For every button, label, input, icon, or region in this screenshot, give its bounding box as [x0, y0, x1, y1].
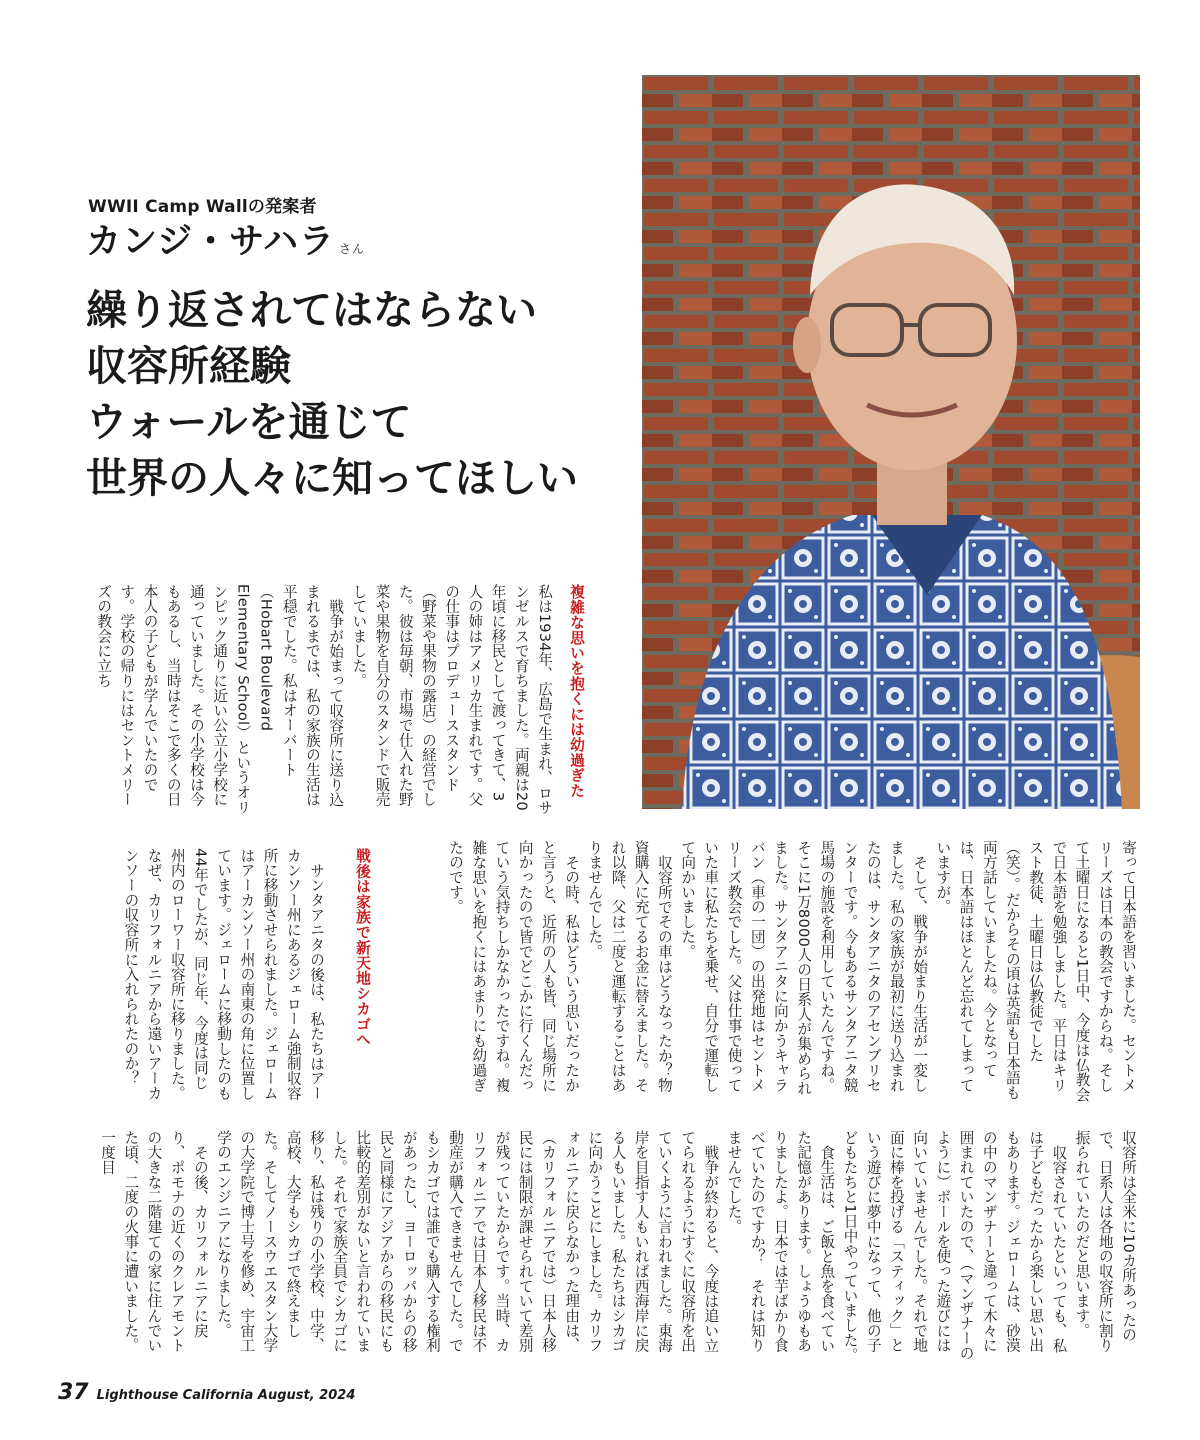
article-body-column	[88, 1130, 1140, 1366]
body-paragraph: 私は1934年、広島で生まれ、ロサンゼルスで育ちました。両親は20年頃に移民として渡ってきて、3人の姉はアメリカ生まれです。父の仕事はプロデューススタンド（野菜や果物の露店）の経営でした。彼は毎朝、市場で仕入れた野菜や果物を自分のスタンドで販売していました。	[350, 584, 553, 816]
portrait-photo	[642, 75, 1140, 809]
page-number: 37	[58, 1380, 89, 1405]
article-body-column	[88, 848, 328, 1104]
person-name-text: カンジ・サハラ	[86, 222, 336, 262]
section-heading: 複雑な思いを抱くには幼過ぎた	[568, 584, 585, 799]
body-paragraph: 収容されていたといっても、私は子どもだったから楽しい思い出もあります。ジェロームは、砂漠の中のマンザナーと違って木々に囲まれていたので、（マンザナーのように）ボールを使った遊びには向いていませんでした。それで地面に棒を投げる「スティック」という遊びに夢中になって、他の子どもたちと1日中やっていました。	[841, 1130, 1068, 1363]
section-heading: 戦後は家族で新天地シカゴへ	[354, 848, 371, 1047]
headline-line: 収容所経験	[86, 342, 291, 390]
article-body-column	[424, 840, 1140, 1104]
publication-name: Lighthouse California August, 2024	[96, 1388, 356, 1403]
body-paragraph: その時、私はどういう思いだったかと言うと、近所の人も皆、同じ場所に向かったので皆でどこかに行くんだっていう気持ちしかなかったですね。複雑な思いを抱くにはあまりにも幼過ぎたのです。	[447, 840, 581, 1093]
body-paragraph: その後、カリフォルニアに戻り、ポモナの近くのクレアモントの大きな二階建ての家に住んでいた頃、二度の火事に遭いました。一度目	[99, 1130, 209, 1353]
article-subtitle: WWII Camp Wallの発案者	[88, 197, 317, 217]
body-paragraph: サンタアニタの後は、私たちはアーカンソー州にあるジェローム強制収容所に移動させられました。ジェロームはアーカンソー州の南東の角に位置しています。ジェロームに移動したのも44年でしたが、同じ年、今度は同じ州内のローワー収容所に移りました。なぜ、カリフォルニアから遠いアーカンソーの収容所に入れられたのか？	[122, 848, 325, 1101]
honorific: さん	[339, 242, 366, 256]
body-paragraph: 食生活は、ご飯と魚を食べていた記憶があります。しょうゆもありましたよ。日本では芋ばかり食べていたのですか？ それは知りませんでした。	[725, 1130, 836, 1353]
person-name	[86, 214, 365, 264]
headline-line: 世界の人々に知ってほしい	[86, 454, 578, 502]
body-paragraph: 収容所は全米に10カ所あったので、日系人は各地の収容所に割り振られていたのだと思います。	[1073, 1130, 1137, 1353]
body-paragraph: 寄って日本語を習いました。セントメリーズは日本の教会ですからね。そして土曜日になると1日中、今度は仏教会で日本語を勉強しました。平日はキリスト教徒、土曜日は仏教徒でした（笑）。だからその頃は英語も日本語も両方話していましたね。今となっては、日本語はほとんど忘れてしまっていますが。	[934, 840, 1137, 1102]
body-paragraph: 戦争が終わると、今度は追い立てられるようにすぐに収容所を出ていくように言われました。東海岸を目指す人もいれば西海岸に戻る人もいました。私たちはシカゴに向かうことにしました。カリフォルニアに戻らなかった理由は、（カリフォルニアでは）日本人移民には制限が課せられていて差別が残っていたからです。当時、カリフォルニアでは日本人移民は不動産が購入できませんでした。でもシカゴでは誰でも購入する権利があったし、ヨーロッパからの移民と同様にアジアからの移民にも比較的差別がないと言われていました。それで家族全員でシカゴに移り、私は残りの小学校、中学、高校、大学もシカゴで終えました。そしてノースウエスタン大学の大学院で博士号を修め、宇宙工学のエンジニアになりました。	[215, 1130, 720, 1353]
page-footer	[58, 1380, 355, 1405]
body-paragraph: 収容所でその車はどうなったか？物資購入に充てるお金に替えました。それ以降、父は二度と運転することはありませんでした。	[586, 840, 673, 1093]
body-paragraph: 戦争が始まって収容所に送り込まれるまでは、私の家族の生活は平穏でした。私はオーバート（Hobart Boulevard Elementary School）というオリンピック通りに近い公立小学校に通っていました。その小学校は今もあるし、当時はそこで多くの日本人の子どもが学んでいたのです。学校の帰りにはセントメリーズの教会に立ち	[95, 584, 345, 815]
headline	[86, 282, 578, 506]
headline-line: ウォールを通じて	[86, 398, 412, 446]
body-paragraph: そして、戦争が始まり生活が一変しました。私の家族が最初に送り込まれたのは、サンタアニタのアセンブリセンターです。今もあるサンタアニタ競馬場の施設を利用していたんですね。そこに1万8000人の日系人が集められました。サンタアニタに向かうキャラバン（車の一団）の出発地はセントメリーズ教会でした。父は仕事で使っていた車に私たちを乗せ、自分で運転して向かいました。	[679, 840, 929, 1096]
headline-line: 繰り返されてはならない	[86, 286, 537, 334]
article-body-column	[88, 584, 556, 816]
